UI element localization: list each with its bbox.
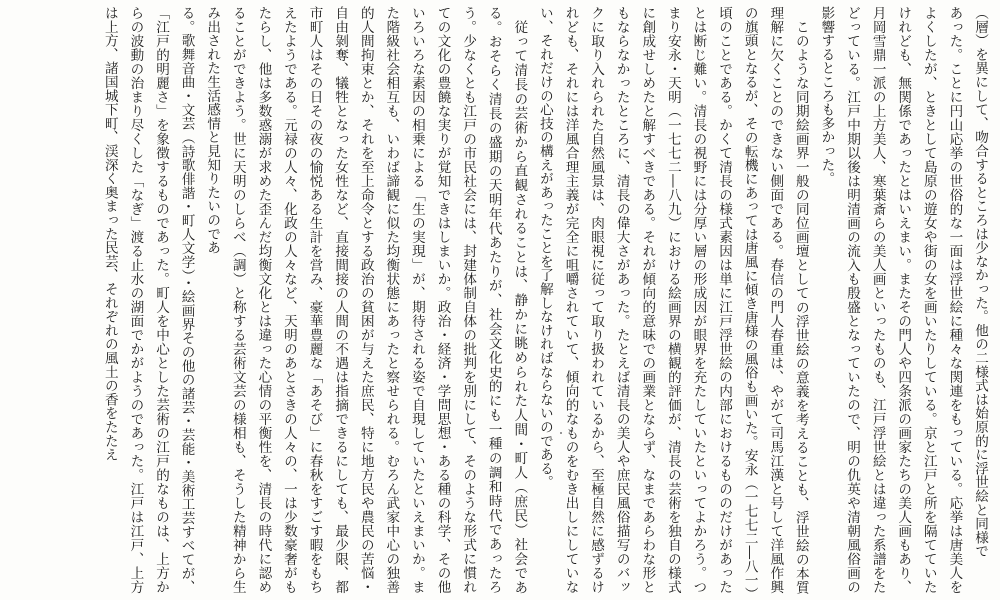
scan-speck: [560, 432, 562, 434]
paragraph-1: （層）を異にして、吻合するところは少なかった。他の二様式は始原的に浮世絵と同様で: [972, 6, 988, 558]
paragraph-5: る。歌舞音曲・文芸（詩歌俳諧・町人文学）・絵画界その他の諸芸・芸能・美術工芸すべてが、「江戸的明麗さ」を象徴するものであった。町人を中心とした芸術の江戸的なものは、上方からの波動の治まり尽くした「なぎ」渡る止水の湖面でかがようのであった。江戸は江戸、上方は上方、諸国城下町、渓深く奥まった民芸、それぞれの風土の香をたたえ: [101, 6, 195, 594]
paragraph-3: このような同期絵画界一般の同位画壇としての浮世絵の意義を考えることも、浮世絵の本質理解に欠くことのできない側面である。春信の門人春重は、やがて司馬江漢と号して洋風作興の旗頭となるが、その転機にあっては唐風に傾き唐様の風俗も画いた。安永（一七七二―八一）頃のことである。かくて清長の様式素因は単に江戸浮世絵の内部におけるもののだけがあったとは断じ難い。清長の視野には分厚い層の形成因が眼界を充たしていたといってよかろう。つまり安永・天明（一七七二―八九）における絵画界の横観的評価が、清長の芸術を独自の様式に創成せしめたと解すべきである。それが傾向的意味での画業とならず、なまであらわな形ともならなかったところに、清長の偉大さがあった。たとえば清長の美人や庶民風俗描写のバックに取り入れられた自然風景は、肉眼視に従って取り扱われているから、至極自然に感ずるけれども、それには洋風合理主義が完全に咀嚼されていて、傾向的なものをむき出しにしていない、それだけの心技の構えがあったことを了解しなければならないのである。: [536, 6, 809, 594]
paragraph-2: あった。ことに円山応挙の世俗的な一面は浮世絵に種々な関連をもっている。応挙は唐美人をよくしたが、ときとして島原の遊女や街の女を画いたりしている。京と江戸と所を隔てていたけれども、無関係であったとはいえまい。またその門人や四条派の画家たちの美人画もあり、月岡雪鼎一派の上方美人、寒葉斎らの美人画といったものも、江戸浮世絵とは違った系譜をたどっている。江戸中期以後は明清画の流入も殷盛となっていたので、明の仇英や清朝風俗画の影響するところも多かった。: [818, 6, 963, 594]
paragraph-4: 従って清長の芸術から直観されることは、静かに眺められた人間・町人（庶民）社会である。おそらく清長の盛期の天明年代あたりが、社会文化史的にも一種の調和時代であったろう。少なくとも江戸の市民社会には、封建体制自体の批判を別にして、そのような形式に慣れての文化の豊饒な実りが覚知できはしまいか。政治・経済・学問思想・ある種の科学、その他いろいろな素因の相乗による「生の実現」が、期待される姿で自現していたといえまいか。また階級社会相互も、いわば諦観に似た均衡状態にあったと察せられる。むろん武家中心の独善的人間拘束とか、それを至上命令とする政治の貧困が与えた庶民、特に地方民や農民の苦悩・自由剝奪、犠牲となった女性など、直接間接の人間の不遇は指摘できるにしても、最少限、都市町人はその日その夜の愉悦ある生計を営み、豪華豊麗な「あそび」に春秋をすごす暇をもちえたようである。元禄の人々、化政の人々など、天明のあとさきの人々の、一は少数豪奢がもたらし、他は多数惑溺が求めた歪んだ均衡文化とは違った心情の平衡性を、清長の時代に認めることができよう。世に天明のしらべ（調）と称する芸術文芸の様相も、そうした精神から生み出された生活感情と見知りたいのであ: [204, 6, 528, 594]
vertical-text-body: [8, 6, 992, 594]
